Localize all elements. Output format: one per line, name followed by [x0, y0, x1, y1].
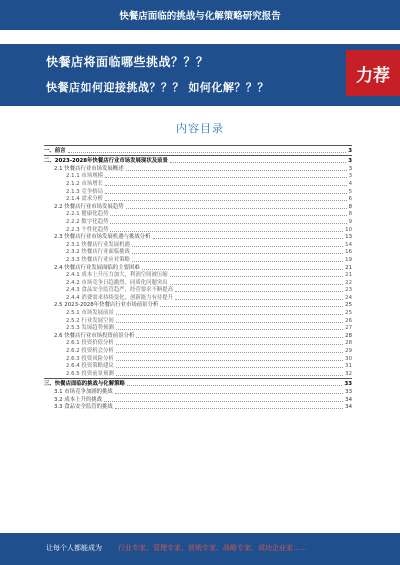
toc-entry[interactable] — [44, 346, 352, 354]
banner-headline: 快餐店将面临哪些挑战？？？ — [46, 55, 209, 69]
toc-leader-dots — [170, 276, 343, 277]
toc-leader-dots — [68, 152, 347, 153]
toc-page-number: 19 — [345, 256, 352, 263]
toc-page-number: 3 — [348, 173, 352, 180]
toc-entry-title: 2.1.3 竞争格局 — [66, 188, 103, 195]
table-of-contents — [44, 145, 352, 410]
toc-leader-dots — [132, 261, 343, 262]
toc-leader-dots — [116, 314, 343, 315]
toc-entry[interactable] — [44, 395, 352, 403]
top-header-bar — [0, 0, 400, 30]
toc-entry[interactable] — [44, 255, 352, 263]
toc-entry[interactable] — [44, 164, 352, 172]
toc-entry[interactable] — [44, 308, 352, 316]
toc-entry[interactable] — [44, 155, 352, 165]
toc-entry-title: 3.1 市场竞争加剧的挑战 — [54, 389, 113, 395]
toc-page-number: 3 — [348, 158, 352, 165]
toc-entry-title: 2.4.4 消费需求持续变化，创新能力有待提升 — [66, 294, 174, 301]
toc-page-number: 21 — [345, 264, 352, 271]
toc-entry-title: 2.2 快餐店行业市场发展趋势 — [54, 203, 124, 210]
toc-page-number: 33 — [345, 389, 352, 395]
toc-entry-title: 2.2.1 健康化趋势 — [66, 211, 109, 218]
toc-leader-dots — [115, 393, 343, 394]
toc-page-number: 28 — [345, 340, 352, 347]
toc-entry-title: 2.3 快餐店行业市场发展机遇与挑战分析 — [54, 234, 151, 241]
toc-entry[interactable] — [44, 331, 352, 339]
toc-leader-dots — [105, 200, 347, 201]
footer-lead-text: 让每个人都能成为 — [46, 544, 102, 552]
toc-page-number: 4 — [348, 180, 352, 187]
toc-entry-title: 2.6.4 投资策略建议 — [66, 363, 114, 370]
toc-entry[interactable] — [44, 210, 352, 218]
toc-leader-dots — [175, 291, 343, 292]
toc-entry-title: 2.5.2 行业发展空间 — [66, 317, 114, 324]
toc-entry[interactable] — [44, 233, 352, 241]
toc-leader-dots — [132, 246, 343, 247]
toc-entry[interactable] — [44, 354, 352, 362]
toc-entry-title: 2.6.1 投资价值分析 — [66, 340, 114, 347]
toc-entry-title: 2.4.2 市场竞争日趋激烈，同质化问题突出 — [66, 279, 168, 286]
toc-page-number: 25 — [345, 302, 352, 309]
toc-page-number: 25 — [345, 310, 352, 317]
toc-page-number: 33 — [344, 381, 352, 388]
toc-leader-dots — [116, 344, 343, 345]
toc-entry-title: 2.6.5 投资前景预测 — [66, 370, 114, 377]
toc-entry[interactable] — [44, 179, 352, 187]
toc-entry-title: 2.4.1 成本上升压力加大，利润空间被压缩 — [66, 272, 168, 279]
toc-entry-title: 2.2.2 数字化趋势 — [66, 218, 109, 225]
toc-entry[interactable] — [44, 316, 352, 324]
toc-leader-dots — [105, 185, 347, 186]
toc-leader-dots — [136, 337, 343, 338]
toc-entry-title: 2.4 快餐店行业发展面临的主要困难 — [54, 264, 140, 271]
recommend-stamp: 力荐 — [346, 50, 400, 96]
toc-page-number: 34 — [345, 396, 352, 403]
report-title: 快餐店面临的挑战与化解策略研究报告 — [119, 11, 281, 22]
toc-entry[interactable] — [44, 301, 352, 309]
toc-leader-dots — [127, 385, 343, 386]
toc-leader-dots — [116, 367, 343, 368]
toc-entry-title: 2.1.4 需求分析 — [66, 196, 103, 203]
toc-entry[interactable] — [44, 172, 352, 180]
toc-entry-title: 2.1.2 市场增长 — [66, 180, 103, 187]
toc-entry[interactable] — [44, 217, 352, 225]
toc-page-number: 6 — [348, 196, 352, 203]
toc-entry[interactable] — [44, 278, 352, 286]
toc-leader-dots — [116, 360, 343, 361]
toc-entry-title: 2.1.1 市场规模 — [66, 173, 103, 180]
toc-leader-dots — [170, 162, 346, 163]
toc-entry-title: 2.2.3 个性化趋势 — [66, 226, 109, 233]
toc-leader-dots — [142, 269, 343, 270]
toc-entry-title: 2.5.1 市场发展前景 — [66, 310, 114, 317]
toc-page-number: 3 — [348, 165, 352, 172]
toc-leader-dots — [115, 408, 343, 409]
toc-entry-title: 二、2023-2028年快餐店行业市场发展现状及前景 — [44, 158, 168, 165]
toc-leader-dots — [110, 215, 346, 216]
toc-entry[interactable] — [44, 271, 352, 279]
toc-leader-dots — [153, 238, 344, 239]
toc-page-number: 29 — [345, 348, 352, 355]
toc-page-number: 21 — [345, 272, 352, 279]
toc-entry[interactable] — [44, 225, 352, 233]
toc-entry-title: 2.3.2 快餐店行业面临挑战 — [66, 249, 130, 256]
toc-leader-dots — [116, 375, 343, 376]
toc-entry-title: 2.5.3 发展趋势预测 — [66, 325, 114, 332]
toc-leader-dots — [105, 177, 347, 178]
toc-leader-dots — [126, 170, 347, 171]
toc-page-number: 24 — [345, 294, 352, 301]
toc-entry-title: 2.6 快餐店行业市场投资前景分析 — [54, 332, 135, 339]
toc-page-number: 14 — [345, 241, 352, 248]
toc-entry[interactable] — [44, 387, 352, 395]
toc-entry[interactable] — [44, 195, 352, 203]
toc-entry[interactable] — [44, 146, 352, 154]
toc-page-number: 32 — [345, 370, 352, 377]
toc-entry[interactable] — [44, 248, 352, 256]
toc-page-number: 27 — [345, 325, 352, 332]
toc-page-number: 28 — [345, 332, 352, 339]
footer-bar — [0, 533, 400, 565]
toc-entry[interactable] — [44, 369, 352, 377]
toc-page-number: 5 — [348, 188, 352, 195]
toc-heading: 内容目录 — [176, 122, 224, 135]
toc-page-number: 26 — [345, 317, 352, 324]
toc-page-number: 34 — [345, 404, 352, 411]
toc-leader-dots — [132, 253, 343, 254]
toc-entry-title: 2.3.3 快餐店行业应对策略 — [66, 256, 130, 263]
toc-entry-title: 3.3 食品安全监管的挑战 — [54, 404, 113, 411]
toc-leader-dots — [105, 193, 347, 194]
toc-entry[interactable] — [44, 324, 352, 332]
toc-entry[interactable] — [44, 378, 352, 388]
toc-entry[interactable] — [44, 286, 352, 294]
toc-page-number: 13 — [345, 234, 352, 241]
toc-entry-title: 三、快餐店面临的挑战与化解策略 — [44, 381, 125, 388]
toc-page-number: 30 — [345, 355, 352, 362]
toc-leader-dots — [110, 223, 346, 224]
toc-page-number: 10 — [345, 226, 352, 233]
toc-entry-title: 3.2 成本上升的挑战 — [54, 396, 103, 403]
toc-page-number: 31 — [345, 363, 352, 370]
toc-leader-dots — [116, 329, 343, 330]
toc-entry[interactable] — [44, 362, 352, 370]
toc-leader-dots — [126, 208, 347, 209]
toc-entry[interactable] — [44, 202, 352, 210]
footer-roles-text: 行业专家、管理专家、营销专家、战略专家、成功企业家…… — [118, 544, 307, 552]
toc-entry-title: 2.1 快餐店行业市场发展概述 — [54, 165, 124, 172]
toc-entry[interactable] — [44, 293, 352, 301]
toc-entry-title: 2.6.3 投资风险分析 — [66, 355, 114, 362]
toc-page-number: 9 — [348, 218, 352, 225]
toc-entry-title: 2.5 2023-2028年快餐店行业市场前景分析 — [54, 302, 159, 309]
toc-entry-title: 一、前言 — [44, 147, 66, 154]
toc-entry[interactable] — [44, 403, 352, 411]
toc-entry-title: 2.3.1 快餐店行业发展机遇 — [66, 241, 130, 248]
toc-entry[interactable] — [44, 339, 352, 347]
toc-page-number: 22 — [345, 279, 352, 286]
toc-page-number: 3 — [348, 147, 352, 154]
toc-leader-dots — [170, 284, 343, 285]
toc-leader-dots — [175, 299, 343, 300]
toc-entry[interactable] — [44, 240, 352, 248]
toc-leader-dots — [104, 401, 343, 402]
toc-page-number: 8 — [348, 203, 352, 210]
toc-leader-dots — [110, 231, 343, 232]
toc-leader-dots — [116, 352, 343, 353]
toc-leader-dots — [116, 322, 343, 323]
cover-banner — [0, 44, 400, 106]
toc-entry-title: 2.6.2 投资机会分析 — [66, 348, 114, 355]
toc-leader-dots — [160, 306, 343, 307]
toc-page-number: 8 — [348, 211, 352, 218]
toc-entry[interactable] — [44, 187, 352, 195]
toc-page-number: 23 — [345, 287, 352, 294]
banner-subheadline: 快餐店如何迎接挑战？？？ 如何化解？？？ — [46, 81, 269, 94]
toc-entry[interactable] — [44, 263, 352, 271]
toc-entry-title: 2.4.3 食品安全监管趋严，经营要求不断提高 — [66, 287, 174, 294]
toc-page-number: 16 — [345, 249, 352, 256]
